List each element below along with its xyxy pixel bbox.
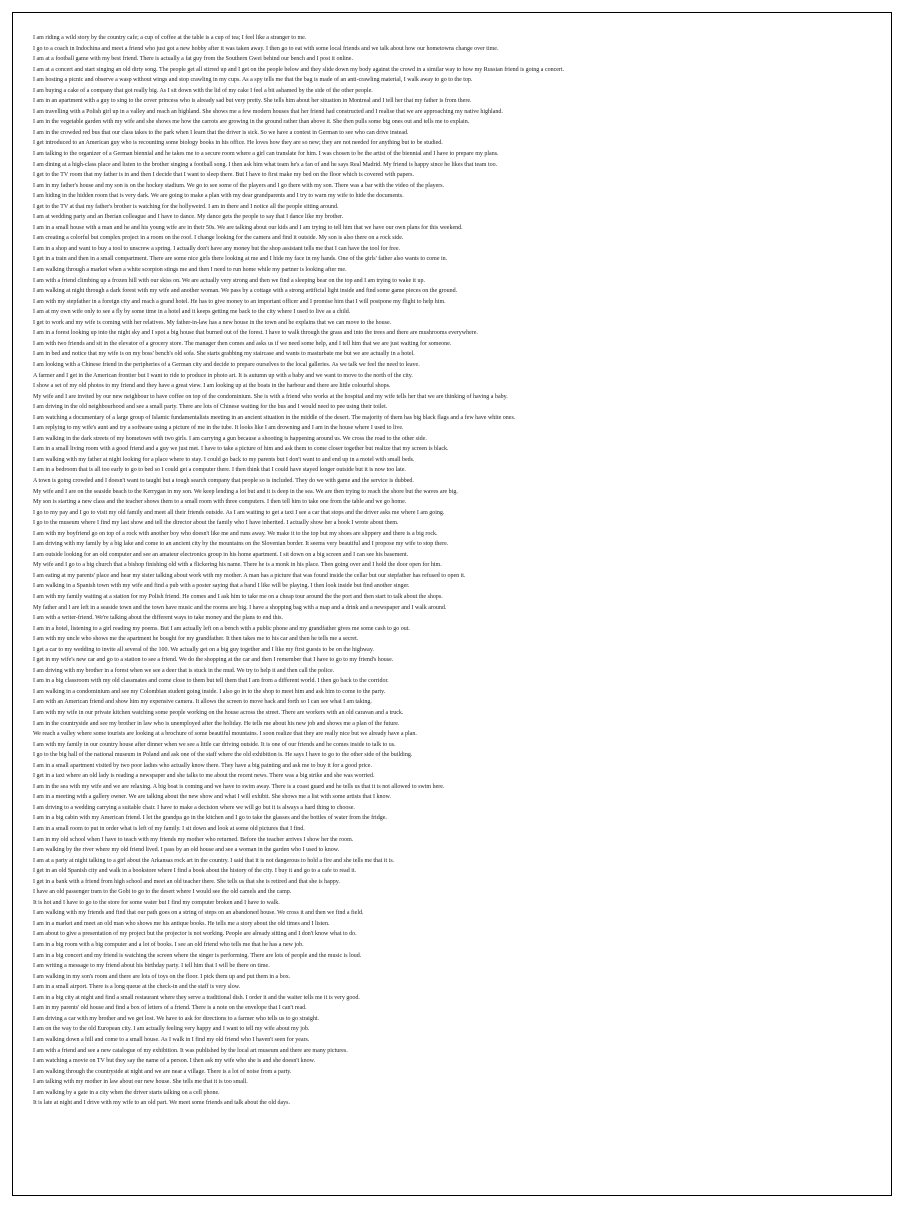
text-line: I am driving to a wedding carrying a suitable chair. I have to make a decision where we will go but it is always a hard thing to choose. [33,804,355,811]
text-line: I am with two friends and sit in the elevator of a grocery store. The manager then comes and asks us if we need some help, and I tell him that we are just waiting for someone. [33,340,452,347]
text-line: I am riding a wild story by the country cafe; a cup of coffee at the table is a cup of tea; I feel like a stranger to me. [33,35,307,41]
text-line: My son is starting a new class and the teacher shows them to a small room with three computers. I then tell him to take one from the table and we go home. [33,499,407,506]
text-line: I am driving with my family by a big lake and come to an ancient city by the mountains on the Slovenian border. It seems very beautiful and I propose my wife to stop there. [33,541,449,548]
text-line: We reach a valley where some tourists are looking at a brochure of some beautiful mountains. I soon realize that they are really nice but we already have a plan. [33,731,417,738]
text-line: I am in a market and meet an old man who shows me his antique books. He tells me a story about the old times and I listen. [33,920,330,927]
text-line: It is hot and I have to go to the store for some water but I find my computer broken and I have to walk. [33,899,280,906]
text-line: I am driving in the old neighbourhood and see a small party. There are lots of Chinese waiting for the bus and I would need to pee using their toilet. [33,404,388,411]
dream-journal-text [33,33,873,1109]
text-line: A farmer and I get in the American frontier but I want to ride to produce in photo art. It is autumn up with a baby and we want to move to the north of the city. [33,372,413,379]
text-line: I get to the TV at that my father's brother is watching for the hollyweird. I am in there and I notice all the people sitting around. [33,203,339,210]
text-line: I am in a small living room with a good friend and a guy we just met. I have to take a picture of him and ask them to come closer together but realize that my screen is black. [33,446,449,453]
text-line: I am walking with my father at night looking for a place where to stay. I could go back to my parents but I don't want to and end up in a motel with small beds. [33,456,415,463]
text-line: I am with my wife in our private kitchen watching some people working on the house across the street. There are workers with an old caravan and a truck. [33,710,404,716]
text-line: I am driving a car with my brother and we get lost. We have to ask for directions to a farmer who tells us to go straight. [33,1015,319,1022]
text-line: I am walking in my son's room and there are lots of toys on the floor. I pick them up and put them in a box. [33,973,291,980]
text-line: I am at a football game with my best friend. There is actually a fat guy from the Southern Gwei behind our bench and I post it online. [33,56,353,63]
text-line: It is late at night and I drive with my wife to an old part. We meet some friends and talk about the old days. [33,1100,291,1107]
text-line: I am in a big city at night and find a small restaurant where they serve a traditional dish. I order it and the waiter tells me it is very good. [33,994,360,1001]
text-line: I am with a friend and see a new catalogue of my exhibition. It was published by the local art museum and there are many pictures. [33,1047,348,1054]
text-line: I am in the sea with my wife and we are relaxing. A big boat is coming and we have to swim away. There is a coast guard and he tells us that it is not allowed to swim here. [33,783,445,790]
text-line: I am driving with my brother in a forest when we see a deer that is stuck in the mud. We try to help it and then call the police. [33,667,335,674]
text-line: I am buying a cake of a company that got really big. As I sit down with the lid of my cake I feel a bit ashamed by the side of the other people. [33,87,373,94]
text-line: I am watching a movie on TV but they say the name of a person. I then ask my wife who she is and she doesn't know. [33,1058,316,1065]
text-line: I am in a small airport. There is a long queue at the check-in and the staff is very slow. [33,984,241,991]
text-line: I get introduced to an American guy who is recounting some biology books in his office. He loves how they are so new; they are not needed for anything but to be studied. [33,140,443,147]
text-line: I am hiding in the hidden room that is very dark. We are going to make a plan with my dear grandparents and I try to warn my wife to hide the documents. [33,193,404,200]
text-line: I am dining at a high-class place and listen to the brother singing a football song. I then ask him what team he's a fan of and he says Real Madrid. My friend is happy since he likes that team too. [33,161,498,168]
text-line: I am replying to my wife's aunt and try a software using a picture of me in the tube. It looks like I am drowning and I am in the house where I used to live. [33,425,404,432]
text-line: I am in the vegetable garden with my wife and she shows me how the carrots are growing in the ground rather than above it. She then pulls some big ones out and tells me to explain. [33,119,470,126]
text-line: I am in a big concert and my friend is watching the screen where the singer is performing. There are lots of people and the music is loud. [33,952,362,959]
text-line: I am in a big room with a big computer and a lot of books. I see an old friend who tells me that he has a new job. [33,942,304,949]
text-line: I am on the way to the old European city. I am actually feeling very happy and I want to tell my wife about my job. [33,1026,310,1033]
text-line: I get in an old Spanish city and walk in a bookstore where I find a book about the history of the city. I buy it and go to a cafe to read it. [33,868,357,875]
text-line: I get to the TV room that my father is in and then I decide that I want to sleep there. But I have to first make my bed on the floor which is covered with papers. [33,172,415,179]
text-line: I am in the crowded red bus that our class takes to the park when I learn that the driver is sick. So we have a contest in German to see who can drive instead. [33,129,409,136]
text-line: I show a set of my old photos to my friend and they have a great view. I am looking up at the boats in the harbour and there are little colourful shops. [33,383,391,390]
text-line: I am with an American friend and show him my expensive camera. It allows the screen to move back and forth so I can see what I am taking. [33,699,372,706]
text-line: I go to a coach in Indochina and meet a friend who just got a new hobby after it was taken away. I then go to eat with some local friends and we talk about how our hometowns change over time. [33,45,499,52]
text-line: I am about to give a presentation of my project but the projector is not working. People are already sitting and I don't know what to do. [33,931,357,938]
text-line: A town is going crowded and I doesn't want to taught but a tough search company that people so is included. They do we with game and the service is dubbed. [33,477,414,484]
text-line: I am at a concert and start singing an old dirty song. The people get all stirred up and I get on the people below and they slide down my body against the crowd in a similar way to how my Russian friend is going a concert. [33,66,565,73]
text-line: I am in a big classroom with my old classmates and come close to them but tell them that I am from a different world. I then go back to the corridor. [33,678,389,685]
text-line: I am at wedding party and an Iberian colleague and I have to dance. My dance gets the people to say that I dance like my brother. [33,214,344,221]
text-line: I get in my wife's new car and go to a station to see a friend. We do the shopping at the car and then I remember that I have to go to my friend's house. [33,657,394,664]
text-line: I am in a shop and want to buy a tool to unscrew a spring. I actually don't have any money but the shop assistant tells me that I can have the tool for free. [33,245,400,252]
text-line: I am in a forest looking up into the night sky and I spot a big house that burned out of the forest. I have to walk through the grass and into the trees and there are mushrooms everywhere. [33,330,478,337]
text-line: My wife and I go to a big church that a bishop finishing old with a flickering his name. There he is a monk in his place. Then going over and I hold the door open for him. [33,562,442,569]
text-line: I am outside looking for an old computer and see an amateur electronics group in his home apartment. I sit down on a big screen and I can see his basement. [33,551,409,558]
text-line: I am in a bedroom that is all too early to go to bed so I could get a computer there. I then think that I could have stayed longer outside but it is now too late. [33,467,406,474]
text-line: I am with my family waiting at a station for my Polish friend. He comes and I ask him to take me on a cheap tour around the the port and then start to talk about the shops. [33,593,443,600]
text-line: I am eating at my parents' place and hear my sister talking about work with my mother. A man has a picture that was found inside the cellar but our stepfather has refused to open it. [33,572,466,579]
text-line: I am in a hotel, listening to a girl reading my poems. But I am actually left on a bench with a public phone and my grandfather gives me some cash to go out. [33,625,410,632]
text-line: I am in an apartment with a guy to sing to the cover princess who is already sad but very pretty. She tells him about her situation in Montreal and I tell her that my father is from there. [33,98,472,105]
text-line: My father and I are left in a seaside town and the town have music and the rooms are big. I have a shopping bag with a map and a drink and a newspaper and I walk around. [33,604,447,611]
text-line: I am walking through the countryside at night and we are near a village. There is a lot of noise from a party. [33,1068,292,1075]
text-line: I am looking with a Chinese friend in the peripheries of a German city and decide to prepare ourselves to the local galleries. As we talk we feel the need to leave. [33,361,420,368]
text-line: I am talking with my mother in law about our new house. She tells me that it is too small. [33,1079,248,1086]
text-line: I am in a meeting with a gallery owner. We are talking about the new show and what I will exhibit. She shows me a list with some artists that I know. [33,794,391,801]
text-line: I am talking to the organizer of a German biennial and he takes me to a secure room where a girl can translate for him. I was chosen to be the artist of the biennial and I have to prepare my plans. [33,151,499,158]
text-line: I am in bed and notice that my wife is on my boss' bench's old sofa. She starts grabbing my staircase and wants to masturbate me but we are actually in a hotel. [33,351,415,358]
text-line: I am in my father's house and my son is on the hockey stadium. We go to see some of the players and I go there with my son. There was a bar with the video of the players. [33,182,445,189]
text-line: I am walking at night through a dark forest with my wife and another woman. We pass by a cottage with a strong artificial light inside and find some game pieces on the ground. [33,288,458,295]
text-line: I am in the countryside and see my brother in law who is unemployed after the holiday. He tells me about his new job and shows me a plan of the future. [33,720,400,727]
text-line: I am walking in a Spanish town with my wife and find a pub with a poster saying that a band I like will be playing. I then look inside but find another singer. [33,583,410,590]
text-line: I am walking in a condominium and see my Colombian student going inside. I also go in to the shop to meet him and ask him to come to the party. [33,688,386,695]
text-line: I am at a party at night talking to a girl about the Arkansas rock art in the country. I said that it is not dangerous to hold a fire and she tells me that it is. [33,857,395,864]
text-line: I am with my family in our country house after dinner when we see a little car driving outside. It is one of our friends and he comes inside to talk to us. [33,741,396,748]
text-line: I am walking through a market when a white scorpion stings me and then I need to run home while my partner is looking after me. [33,267,347,274]
text-line: I go to the museum where I find my last show and tell the director about the family who I have inherited. I actually show her a book I wrote about them. [33,520,399,527]
text-line: I get in a train and then in a small compartment. There are some nice girls there looking at me and I hide my face in my hands. One of the girls' father also wants to come in. [33,256,448,263]
text-line: I get to work and my wife is coming with her relatives. My father-in-law has a new house in the town and he explains that we can move to the house. [33,319,392,326]
text-line: I am in my old school when I have to teach with my friends my mother who returned. Before the teacher arrives I show her the room. [33,836,354,843]
text-line: I am watching a documentary of a large group of Islamic fundamentalists meeting in an ancient situation in the middle of the desert. The majority of them has big black flags and a few have white ones. [33,414,516,421]
text-line: I am in my parents' old house and find a box of letters of a friend. There is a note on the envelope that I can't read. [33,1005,307,1012]
text-line: I am with my stepfather in a foreign city and reach a grand hotel. He has to give money to an important officer and I promise him that I will postpone my flight to help him. [33,298,446,305]
text-line: I am walking in the dark streets of my hometown with two girls. I am carrying a gun because a shooting is happening around us. We cross the road to the other side. [33,435,427,442]
text-line: My wife and I are invited by our new neighbour to have coffee on top of the condominium. She is with a friend who works at the hospital and my wife tells her that we are thinking of having a baby. [33,393,508,400]
text-line: I am with my boyfriend go on top of a rock with another boy who doesn't like me and runs away. We make it to the top but my shoes are slippery and there is a big rock. [33,530,438,537]
text-line: I get in a taxi where an old lady is reading a newspaper and she talks to me about the recent news. There was a big strike and she was worried. [33,773,375,780]
text-line: I am hosting a picnic and observe a wasp without wings and stop crawling in my cups. As a spy tells me that the bag is made of an anti-crawling material, I walk away to go to the top. [33,77,473,84]
text-line: I am in a small house with a man and he and his young wife are in their 50s. We are talking about our kids and I am trying to tell him that we have our own plans for this weekend. [33,224,463,231]
text-line: I am travelling with a Polish girl up in a valley and reach an highland. She shows me a few modern houses that her friend had constructed and I realise that we are approaching my native highland. [33,108,503,115]
text-line: I am creating a colorful but complex project in a room on the roof. I change looking for the camera and find it outside. My son is also there on a rock side. [33,235,404,242]
text-line: I am walking with my friends and find that our path goes on a string of steps on an abandoned house. We cross it and then we find a field. [33,910,364,917]
text-line: I am with a writer-friend. We're talking about the different ways to take money and the plans to end this. [33,615,284,622]
text-line: I go to my pay and I go to visit my old family and meet all their friends outside. As I am waiting to get a taxi I see a car that stops and the driver asks me where I am going. [33,509,445,516]
text-line: I have an old passenger tram to the Gobi to go to the desert where I would see the old camels and the camp. [33,889,292,896]
text-line: I am with a friend climbing up a frozen hill with our skiss on. We are actually very strong and then we find a sleeping bear on the top and I am trying to wake it up. [33,277,425,284]
text-line: I am walking by the river where my old friend lived. I pass by an old house and see a woman in the garden who I used to know. [33,847,340,854]
text-line: I am walking down a hill and come to a small house. As I walk in I find my old friend who I haven't seen for years. [33,1036,310,1043]
text-line: I get in a bank with a friend from high school and meet an old teacher there. She tells us that she is retired and that she is happy. [33,878,340,885]
text-line: I am in a small room to put in order what is left of my family. I sit down and look at some old pictures that I find. [33,826,305,833]
text-line: I am at my own wife only to see a fly by some time in a hotel and it keeps getting me back to the city where I used to live as a child. [33,309,351,316]
text-line: I am in a big cabin with my American friend. I let the grandpa go in the kitchen and I go to take the glasses and the bottles of water from the fridge. [33,815,387,822]
text-line: I am walking by a gate in a city when the driver starts talking on a cell phone. [33,1089,220,1096]
text-line: I am writing a message to my friend about his birthday party. I tell him that I will be there on time. [33,963,270,970]
document-page [12,12,892,1196]
text-line: I go to the big hall of the national museum in Poland and ask one of the staff where the old exhibition is. He says I have to go to the other side of the building. [33,752,413,759]
text-line: I am in a small apartment visited by two poor ladies who actually know there. They have a big painting and ask me to buy it for a good price. [33,762,372,769]
text-line: I am with my uncle who shows me the apartment he bought for my grandfather. It then takes me to his car and then he tells me a secret. [33,636,359,643]
text-line: My wife and I are on the seaside beach to the Kerrygan in my son. We keep lending a lot but and it is deep in the sea. We are then trying to reach the shore but the waves are big. [33,488,458,495]
text-line: I get a car to my wedding to invite all several of the 100. We actually get on a big guy together and I like my first guests to be on the highway. [33,646,374,653]
